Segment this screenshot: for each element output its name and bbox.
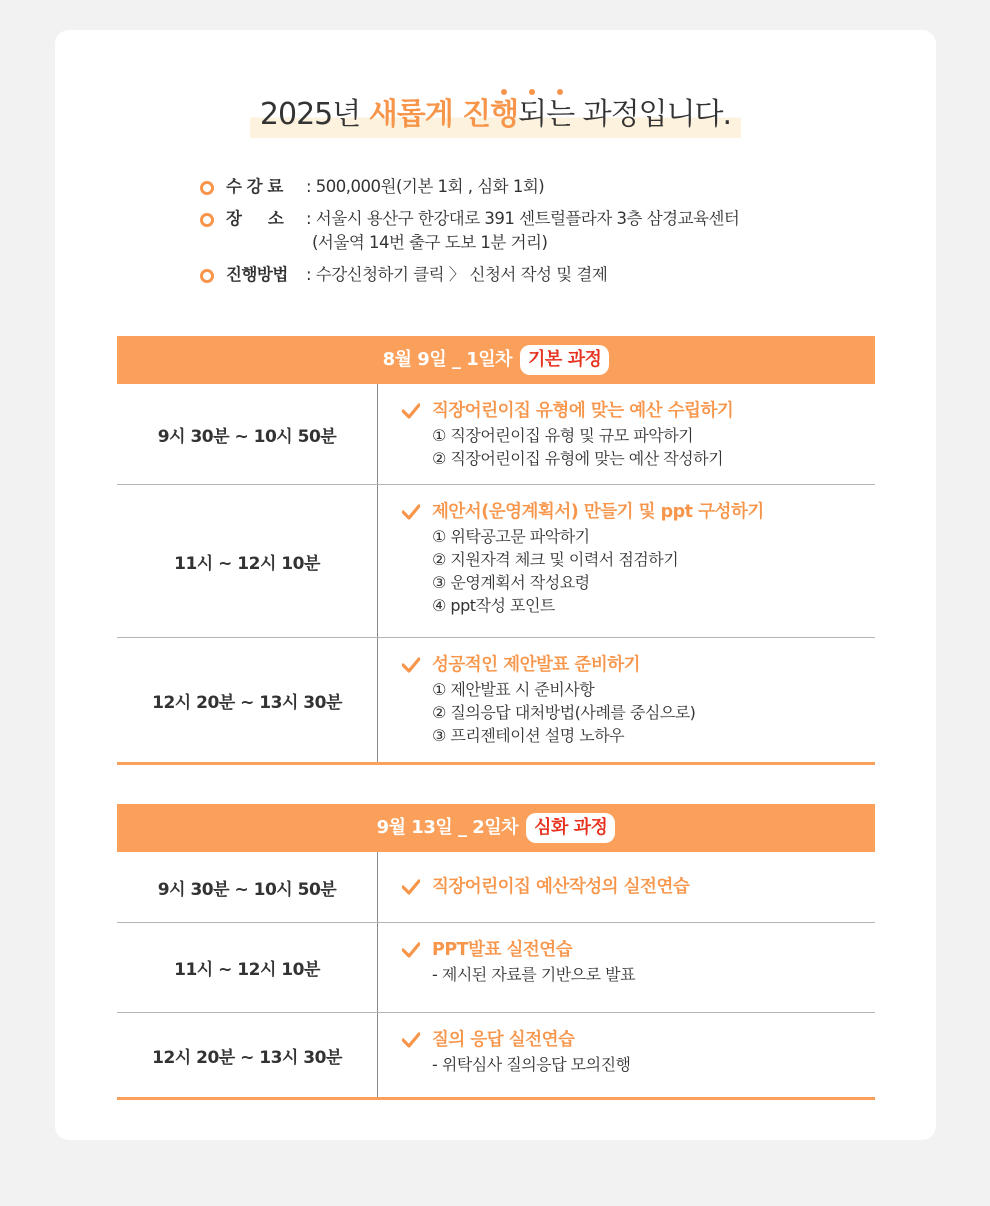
session-item: ④ ppt작성 포인트 (432, 596, 555, 615)
schedule-day1 (117, 336, 875, 765)
session-topic-text: 질의 응답 실전연습 (432, 1030, 575, 1050)
schedule-row (117, 485, 875, 638)
info-value: : 서울시 용산구 한강대로 391 센트럴플라자 3층 삼경교육센터 (306, 209, 740, 228)
session-topic (402, 398, 875, 424)
check-icon (402, 879, 420, 895)
title-highlight (369, 97, 518, 132)
session-topic (402, 1027, 875, 1053)
schedule-date: 8월 9일 _ 1일차 (382, 349, 513, 370)
course-card (55, 30, 936, 1140)
session-content (378, 485, 875, 637)
title-area (55, 92, 936, 138)
session-time: 9시 30분 ~ 10시 50분 (117, 384, 378, 484)
info-location (200, 207, 739, 255)
session-item: ③ 프리젠테이션 설명 노하우 (432, 726, 625, 745)
session-item: - 제시된 자료를 기반으로 발표 (432, 965, 636, 984)
schedule-header (117, 336, 875, 384)
session-item: ① 위탁공고문 파악하기 (432, 527, 590, 546)
check-icon (402, 403, 420, 419)
schedule-day2 (117, 804, 875, 1100)
schedule-row (117, 384, 875, 485)
session-content (378, 852, 875, 922)
session-content (378, 638, 875, 762)
session-topic (402, 937, 875, 963)
info-value: : 500,000원(기본 1회 , 심화 1회) (306, 177, 545, 196)
schedule-header (117, 804, 875, 852)
session-content (378, 384, 875, 484)
course-badge: 심화 과정 (526, 813, 615, 843)
session-topic-text: PPT발표 실전연습 (432, 940, 573, 960)
info-label: 장 소 (226, 209, 284, 228)
info-label: 진행방법 (226, 265, 288, 284)
title-highlight-text: 새롭게 진행 (368, 97, 519, 132)
session-content (378, 923, 875, 1012)
schedule-row (117, 638, 875, 765)
info-label: 수 강 료 (226, 177, 283, 196)
session-topic-text: 제안서(운영계획서) 만들기 및 ppt 구성하기 (432, 502, 764, 522)
info-fee (200, 175, 739, 199)
check-icon (402, 942, 420, 958)
session-topic (402, 652, 875, 678)
session-item: ② 직장어린이집 유형에 맞는 예산 작성하기 (432, 449, 724, 468)
session-item: ③ 운영계획서 작성요령 (432, 573, 590, 592)
session-topic (402, 499, 875, 525)
session-time: 11시 ~ 12시 10분 (117, 485, 378, 637)
info-value-note: (서울역 14번 출구 도보 1분 거리) (312, 233, 548, 252)
session-time: 12시 20분 ~ 13시 30분 (117, 638, 378, 762)
session-item: ② 지원자격 체크 및 이력서 점검하기 (432, 550, 679, 569)
page-title (250, 92, 741, 138)
info-method (200, 263, 739, 287)
check-icon (402, 657, 420, 673)
session-item: ① 직장어린이집 유형 및 규모 파악하기 (432, 426, 694, 445)
session-time: 12시 20분 ~ 13시 30분 (117, 1013, 378, 1097)
check-icon (402, 1032, 420, 1048)
session-topic-text: 직장어린이집 유형에 맞는 예산 수립하기 (432, 401, 734, 421)
session-topic (402, 874, 689, 900)
schedule-row (117, 1013, 875, 1100)
info-value: : 수강신청하기 클릭 〉 신청서 작성 및 결제 (306, 265, 608, 284)
session-item: ② 질의응답 대처방법(사례를 중심으로) (432, 703, 696, 722)
circle-bullet-icon (200, 181, 214, 195)
title-suffix: 되는 과정입니다. (518, 97, 732, 132)
emphasis-dots (499, 89, 579, 97)
circle-bullet-icon (200, 213, 214, 227)
schedule-date: 9월 13일 _ 2일차 (376, 817, 519, 838)
session-item: - 위탁심사 질의응답 모의진행 (432, 1055, 631, 1074)
session-time: 11시 ~ 12시 10분 (117, 923, 378, 1012)
session-content (378, 1013, 875, 1097)
session-time: 9시 30분 ~ 10시 50분 (117, 852, 378, 922)
course-badge: 기본 과정 (520, 345, 609, 375)
session-item: ① 제안발표 시 준비사항 (432, 680, 595, 699)
schedule-row (117, 923, 875, 1013)
course-info (200, 175, 739, 295)
check-icon (402, 504, 420, 520)
session-topic-text: 성공적인 제안발표 준비하기 (432, 655, 641, 675)
schedule-row (117, 852, 875, 923)
circle-bullet-icon (200, 269, 214, 283)
session-topic-text: 직장어린이집 예산작성의 실전연습 (432, 877, 690, 897)
title-prefix: 2025년 (259, 97, 369, 132)
